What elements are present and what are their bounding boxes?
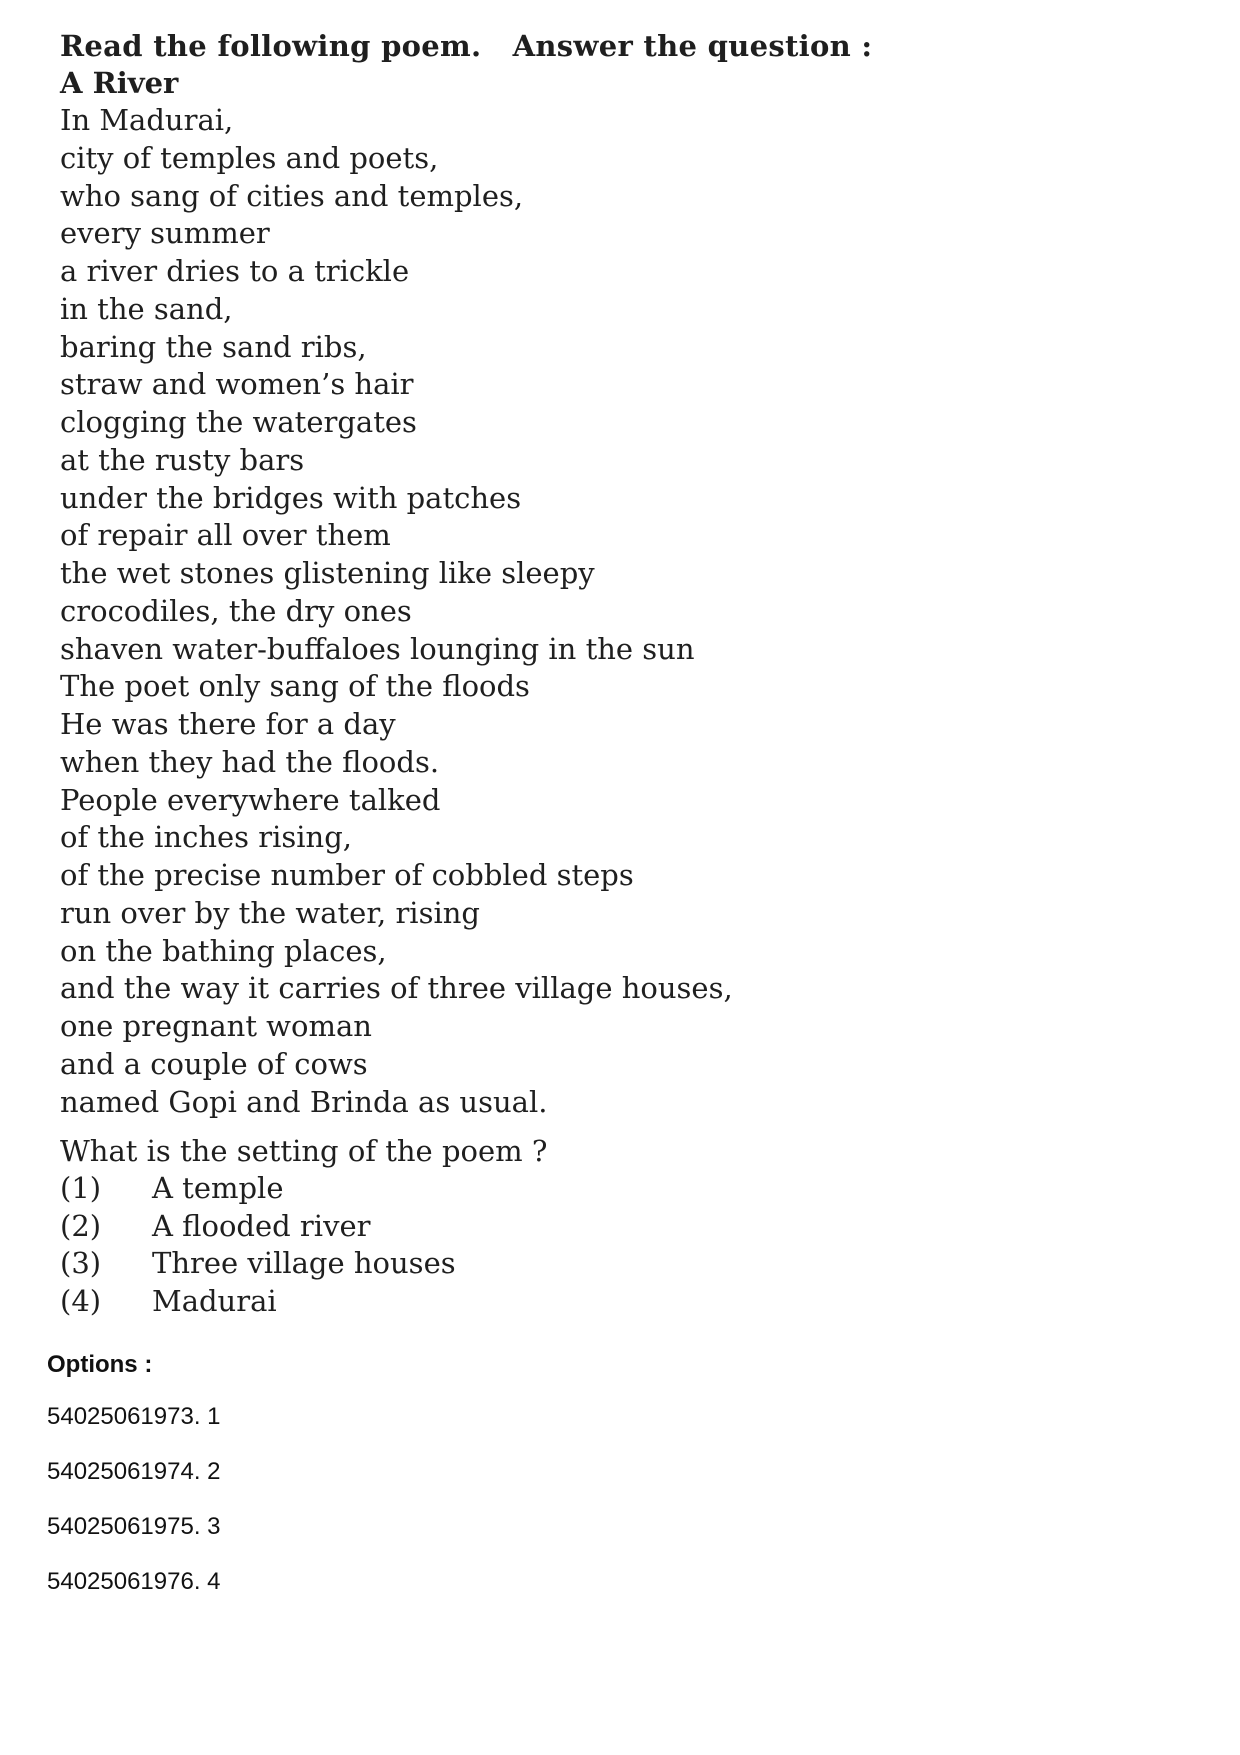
poem-line: named Gopi and Brinda as usual. bbox=[60, 1084, 548, 1119]
question-image bbox=[60, 28, 960, 1320]
poem-line: clogging the watergates bbox=[60, 405, 417, 439]
poem-line: when they had the floods. bbox=[60, 744, 440, 779]
choice-text: Madurai bbox=[152, 1283, 277, 1318]
choice-number: (1) bbox=[60, 1171, 102, 1206]
poem-line: run over by the water, rising bbox=[60, 895, 480, 930]
poem-line: In Madurai, bbox=[60, 103, 234, 137]
poem-line: straw and women’s hair bbox=[60, 367, 414, 402]
choice-text: A flooded river bbox=[152, 1208, 371, 1243]
option-1[interactable]: 54025061973. 1 bbox=[47, 1403, 221, 1430]
answer-choice bbox=[60, 1170, 960, 1208]
poem-line: under the bridges with patches bbox=[60, 480, 522, 515]
choice-number: (2) bbox=[60, 1208, 102, 1243]
choice-number: (3) bbox=[60, 1246, 102, 1281]
answer-choice bbox=[60, 1283, 960, 1321]
poem-line: of the precise number of cobbled steps bbox=[60, 858, 634, 892]
poem-line: who sang of cities and temples, bbox=[60, 178, 524, 213]
poem-line: and the way it carries of three village houses, bbox=[60, 971, 733, 1006]
poem-line: People everywhere talked bbox=[60, 782, 441, 817]
poem-line: the wet stones glistening like sleepy bbox=[60, 556, 595, 590]
option-2[interactable]: 54025061974. 2 bbox=[47, 1458, 221, 1485]
choice-number: (4) bbox=[60, 1283, 102, 1318]
poem-line: in the sand, bbox=[60, 291, 233, 326]
poem-line: city of temples and poets, bbox=[60, 140, 439, 175]
instruction-heading: Read the following poem. Answer the question : bbox=[60, 29, 873, 63]
options-section bbox=[47, 1350, 221, 1622]
question-text: What is the setting of the poem ? bbox=[60, 1134, 548, 1169]
option-4[interactable]: 54025061976. 4 bbox=[47, 1568, 221, 1595]
choice-text: Three village houses bbox=[152, 1246, 456, 1281]
poem-line: The poet only sang of the floods bbox=[60, 669, 530, 704]
poem-line: of the inches rising, bbox=[60, 820, 353, 855]
poem-line: He was there for a day bbox=[60, 707, 396, 741]
answer-choice bbox=[60, 1208, 960, 1246]
poem-line: baring the sand ribs, bbox=[60, 329, 367, 364]
poem-line: one pregnant woman bbox=[60, 1009, 372, 1043]
poem-line: of repair all over them bbox=[60, 518, 391, 553]
poem-line: shaven water-buffaloes lounging in the sun bbox=[60, 631, 695, 666]
answer-choices bbox=[60, 1170, 960, 1320]
poem-line: every summer bbox=[60, 216, 270, 251]
choice-text: A temple bbox=[152, 1171, 284, 1206]
poem-line: and a couple of cows bbox=[60, 1046, 368, 1081]
poem-title: A River bbox=[60, 66, 179, 100]
poem-body bbox=[60, 102, 960, 1121]
poem-line: a river dries to a trickle bbox=[60, 254, 410, 288]
poem-line: on the bathing places, bbox=[60, 933, 387, 968]
poem-line: crocodiles, the dry ones bbox=[60, 593, 412, 628]
poem-line: at the rusty bars bbox=[60, 442, 305, 477]
options-label: Options : bbox=[47, 1351, 153, 1378]
option-3[interactable]: 54025061975. 3 bbox=[47, 1513, 221, 1540]
answer-choice bbox=[60, 1245, 960, 1283]
